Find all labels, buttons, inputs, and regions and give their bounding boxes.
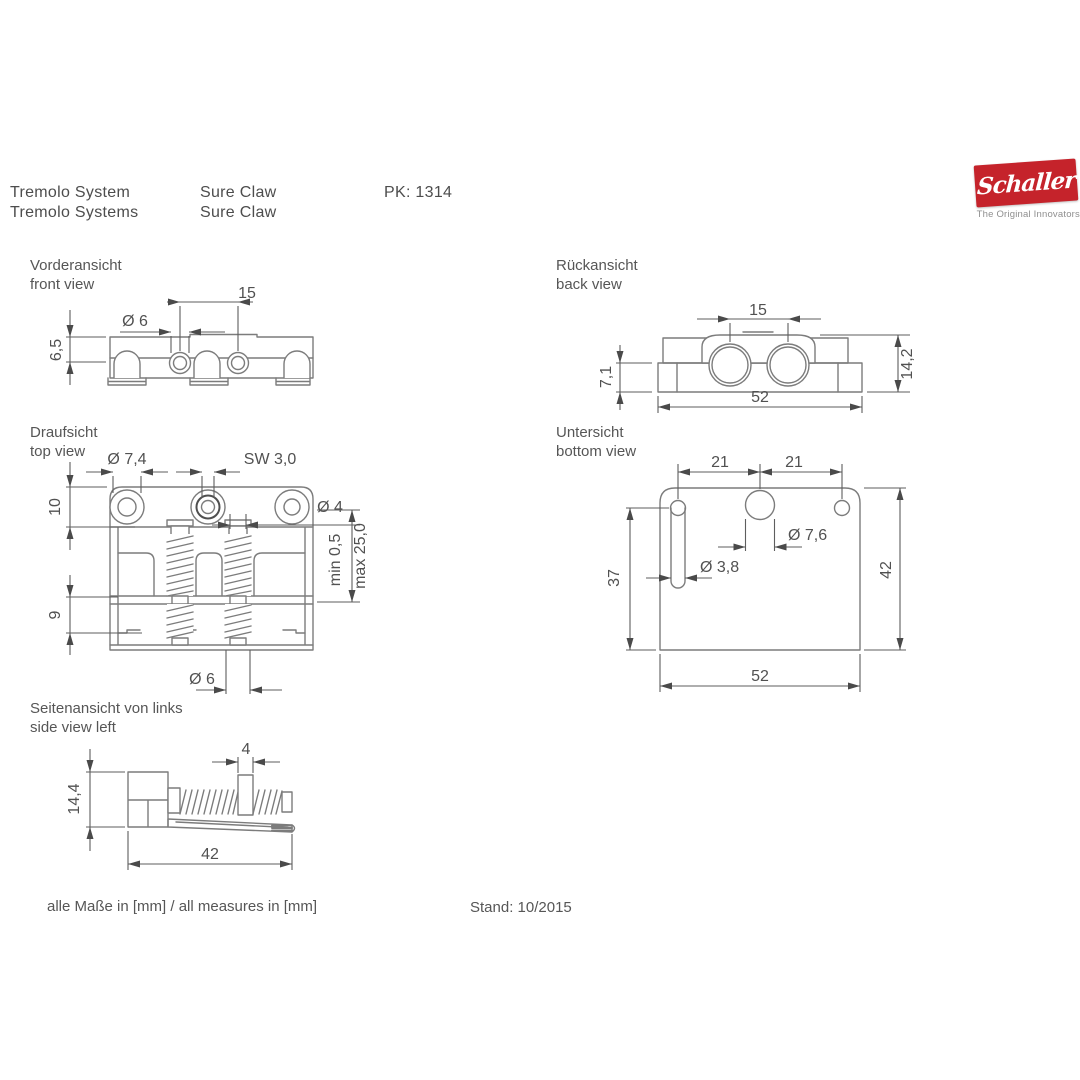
side-view-label: [30, 699, 183, 737]
top-dim-10: 10: [47, 498, 64, 516]
bottom-view-label-de: Untersicht: [556, 424, 624, 441]
front-dim-dia6: Ø 6: [122, 313, 148, 330]
back-view-drawing: [590, 290, 940, 420]
bottom-view-label-en: bottom view: [556, 443, 637, 460]
bottom-dim-21-right: 21: [785, 454, 803, 471]
front-view-drawing: [40, 282, 340, 400]
schaller-logo-box: [974, 158, 1079, 207]
front-view-geometry: [108, 335, 313, 386]
top-dim-dia74: Ø 7,4: [107, 451, 147, 468]
side-dim-42: 42: [201, 846, 219, 863]
top-view-geometry: [110, 487, 313, 650]
title-system-de: Tremolo System: [10, 184, 131, 201]
side-view-drawing: [40, 733, 340, 880]
back-dim-15: 15: [749, 302, 767, 319]
part-number: PK: 1314: [384, 184, 453, 201]
side-view-label-de: Seitenansicht von links: [30, 700, 183, 717]
title-product-2: Sure Claw: [200, 204, 277, 221]
bottom-view-geometry: [660, 488, 860, 650]
top-dim-min05: min 0,5: [327, 533, 344, 587]
measures-note: alle Maße in [mm] / all measures in [mm]: [47, 898, 318, 915]
side-dim-144: 14,4: [66, 783, 83, 815]
top-dim-dia6: Ø 6: [189, 671, 215, 688]
back-dim-52: 52: [751, 389, 769, 406]
bottom-dim-21-left: 21: [711, 454, 729, 471]
back-view-label-de: Rückansicht: [556, 257, 638, 274]
back-view-label-en: back view: [556, 276, 622, 293]
top-dim-dia4: Ø 4: [317, 499, 343, 516]
bottom-view-dimensions: [606, 454, 906, 692]
schaller-logo: [968, 162, 1080, 220]
bottom-view-drawing: [590, 448, 940, 700]
back-view-label: [556, 256, 638, 294]
front-dim-65: 6,5: [48, 338, 65, 362]
back-view-geometry: [658, 332, 862, 392]
bottom-dim-42: 42: [878, 561, 895, 579]
top-view-label-en: top view: [30, 443, 86, 460]
schaller-tagline: The Original Innovators: [976, 209, 1080, 220]
bottom-dim-dia76: Ø 7,6: [788, 527, 828, 544]
front-view-label-en: front view: [30, 276, 95, 293]
side-dim-4: 4: [241, 741, 251, 758]
back-dim-142: 14,2: [899, 348, 916, 380]
front-dim-15: 15: [238, 285, 256, 302]
title-product-1: Sure Claw: [200, 184, 277, 201]
top-view-drawing: [30, 448, 370, 700]
bottom-dim-52: 52: [751, 668, 769, 685]
revision-date: Stand: 10/2015: [470, 899, 572, 916]
schaller-brand-text: Schaller: [975, 165, 1077, 201]
top-dim-9: 9: [47, 610, 64, 620]
top-dim-max250: max 25,0: [352, 523, 369, 589]
bottom-dim-37: 37: [606, 569, 623, 587]
top-view-label-de: Draufsicht: [30, 424, 98, 441]
top-dim-sw30: SW 3,0: [243, 451, 297, 468]
bottom-dim-dia38: Ø 3,8: [700, 559, 740, 576]
side-view-geometry: [128, 772, 295, 832]
front-view-label-de: Vorderansicht: [30, 257, 122, 274]
side-view-label-en: side view left: [30, 719, 116, 736]
title-system-en: Tremolo Systems: [10, 204, 139, 221]
back-dim-71: 7,1: [598, 365, 615, 389]
